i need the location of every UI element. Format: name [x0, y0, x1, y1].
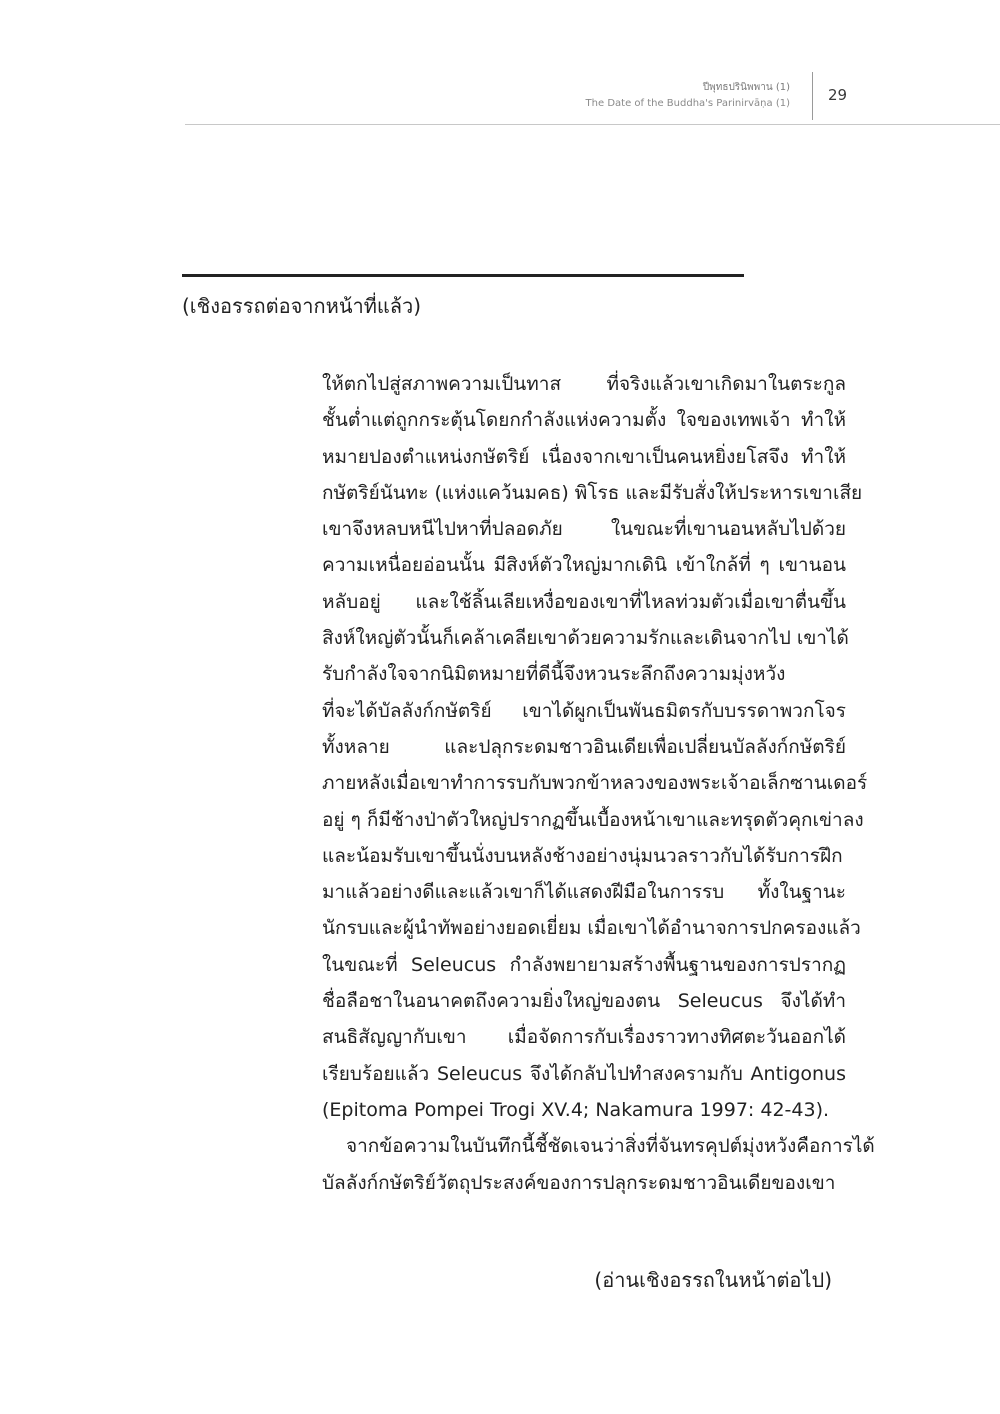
header-title-english: The Date of the Buddha's Parinirvāṇa (1) — [585, 98, 790, 109]
header-divider — [812, 72, 813, 120]
footnote-line: สิงห์ใหญ่ตัวนั้นก็เคล้าเคลียเขาด้วยความรักและเดินจากไป เขาได้ — [322, 627, 849, 650]
footnote-continued-label: (เชิงอรรถต่อจากหน้าที่แล้ว) — [182, 294, 422, 318]
footnote-line: อยู่ ๆ ก็มีช้างป่าตัวใหญ่ปรากฏขึ้นเบื้องหน้าเขาและทรุดตัวคุกเข่าลง — [322, 808, 864, 831]
footnote-line: บัลลังก์กษัตริย์วัตถุประสงค์ของการปลุกระดมชาวอินเดียของเขา — [322, 1171, 836, 1194]
footnote-separator — [182, 274, 744, 277]
header-title-thai: ปีพุทธปรินิพพาน (1) — [702, 82, 790, 93]
footnote-line: เขาจึงหลบหนีไปหาที่ปลอดภัย ในขณะที่เขานอนหลับไปด้วย — [322, 518, 846, 541]
footnote-line: ในขณะที่ Seleucus กำลังพยายามสร้างพื้นฐานของการปรากฏ — [322, 953, 846, 976]
footnote-continues-label: (อ่านเชิงอรรถในหน้าต่อไป) — [594, 1268, 832, 1292]
footnote-citation-line: (Epitoma Pompei Trogi XV.4; Nakamura 1997: 42-43). — [322, 1098, 830, 1121]
footnote-line: ความเหนื่อยอ่อนนั้น มีสิงห์ตัวใหญ่มากเดินิ เข้าใกล้ที่ ๆ เขานอน — [322, 554, 846, 577]
footnote-body — [322, 366, 875, 1201]
footnote-line: กษัตริย์นันทะ (แห่งแคว้นมคธ) พิโรธ และมีรับสั่งให้ประหารเขาเสีย — [322, 481, 863, 504]
footnote-line: ให้ตกไปสู่สภาพความเป็นทาส ที่จริงแล้วเขาเกิดมาในตระกูล — [322, 373, 846, 395]
footnote-line: ทั้งหลาย และปลุกระดมชาวอินเดียเพื่อเปลี่ยนบัลลังก์กษัตริย์ — [322, 735, 846, 758]
footnote-line: ชื่อลือชาในอนาคตถึงความยิ่งใหญ่ของตน Seleucus จึงได้ทำ — [322, 990, 846, 1013]
footnote-line: ชั้นต่ำแต่ถูกกระตุ้นโดยกกำลังแห่งความตั้ง ใจของเทพเจ้า ทำให้ — [322, 409, 846, 432]
header-rule — [185, 124, 1000, 125]
footnote-line: หมายปองตำแหน่งกษัตริย์ เนื่องจากเขาเป็นคนหยิ่งยโสจึง ทำให้ — [322, 445, 846, 468]
footnote-line: ภายหลังเมื่อเขาทำการรบกับพวกข้าหลวงของพระเจ้าอเล็กซานเดอร์ — [322, 772, 868, 795]
running-header — [586, 80, 790, 112]
footnote-line: จากข้อความในบันทึกนี้ชี้ชัดเจนว่าสิ่งที่จันทรคุปต์มุ่งหวังคือการได้ — [346, 1135, 875, 1158]
footnote-line: เรียบร้อยแล้ว Seleucus จึงได้กลับไปทำสงครามกับ Antigonus — [322, 1062, 846, 1085]
page-number: 29 — [828, 86, 848, 104]
footnote-line: รับกำลังใจจากนิมิตหมายที่ดีนี้จึงหวนระลึกถึงความมุ่งหวัง — [322, 663, 786, 686]
footnote-line: และน้อมรับเขาขึ้นนั่งบนหลังช้างอย่างนุ่มนวลราวกับได้รับการฝึก — [322, 844, 843, 867]
footnote-line: นักรบและผู้นำทัพอย่างยอดเยี่ยม เมื่อเขาได้อำนาจการปกครองแล้ว — [322, 917, 861, 940]
footnote-line: ที่จะได้บัลลังก์กษัตริย์ เขาได้ผูกเป็นพันธมิตรกับบรรดาพวกโจร — [322, 699, 846, 722]
footnote-line: มาแล้วอย่างดีและแล้วเขาก็ได้แสดงฝีมือในการรบ ทั้งในฐานะ — [322, 881, 846, 904]
footnote-line: หลับอยู่ และใช้ลิ้นเลียเหงื่อของเขาที่ไหลท่วมตัวเมื่อเขาตื่นขึ้น — [322, 590, 846, 613]
footnote-line: สนธิสัญญากับเขา เมื่อจัดการกับเรื่องราวทางทิศตะวันออกได้ — [322, 1026, 846, 1049]
